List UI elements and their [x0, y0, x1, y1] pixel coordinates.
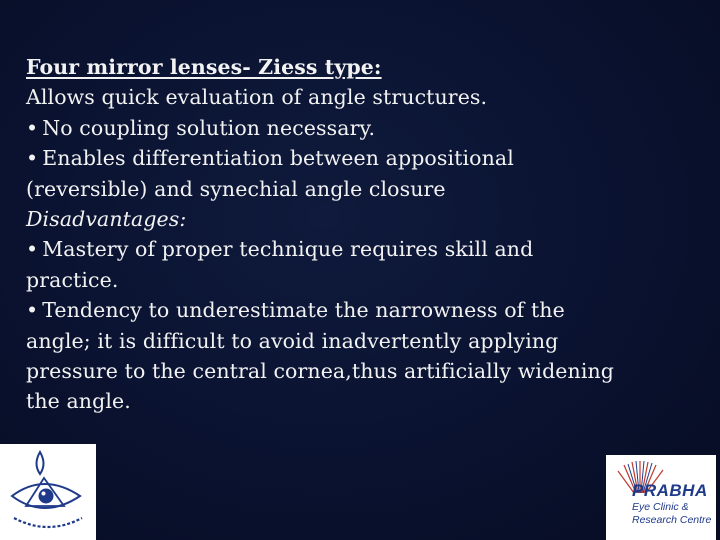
bullet-icon: •: [26, 146, 39, 171]
brand-name: PRABHA: [632, 481, 708, 500]
disadvantage-text: Mastery of proper technique requires skill and: [42, 237, 534, 262]
disadvantage-continuation: pressure to the central cornea,thus artificially widening: [26, 359, 615, 384]
advantage-text: Enables differentiation between appositional: [42, 146, 514, 171]
advantage-continuation: (reversible) and synechial angle closure: [26, 176, 446, 201]
slide-heading: Four mirror lenses- Ziess type:: [26, 55, 382, 79]
brand-subtitle-line-2: Research Centre: [632, 514, 712, 526]
disadvantage-continuation: the angle.: [26, 389, 131, 414]
advantage-text: No coupling solution necessary.: [42, 115, 376, 140]
advantage-item: [26, 143, 686, 173]
disadvantage-text: Tendency to underestimate the narrowness of the: [42, 298, 565, 323]
disadvantage-item: [26, 234, 686, 264]
disadvantages-label: Disadvantages:: [26, 207, 187, 232]
disadvantage-continuation: angle; it is difficult to avoid inadvertently applying: [26, 328, 559, 353]
prabha-logo: [606, 455, 716, 540]
brand-subtitle-line-1: Eye Clinic &: [632, 501, 689, 513]
bullet-icon: •: [26, 115, 39, 140]
bullet-icon: •: [26, 237, 39, 262]
advantage-item: [26, 113, 686, 143]
eye-emblem-icon: [0, 444, 96, 540]
disadvantage-continuation: practice.: [26, 267, 119, 292]
clinic-emblem-logo: [0, 444, 96, 540]
bullet-icon: •: [26, 298, 39, 323]
slide-body: [26, 52, 686, 417]
intro-text: Allows quick evaluation of angle structures.: [26, 85, 488, 110]
disadvantage-item: [26, 295, 686, 325]
brand-subtitle: [632, 501, 711, 527]
